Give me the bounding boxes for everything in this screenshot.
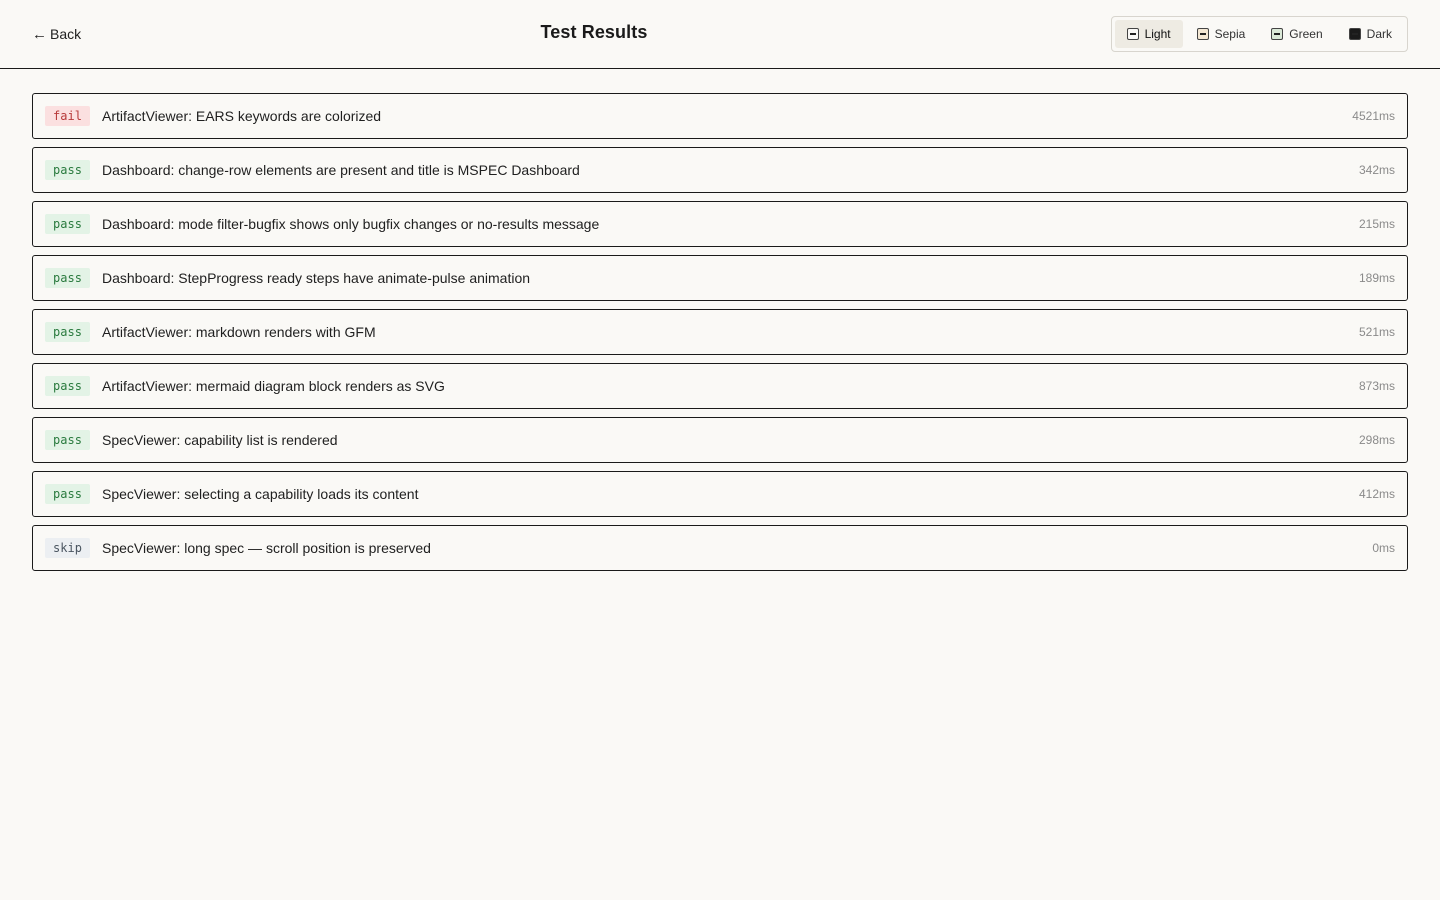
test-duration: 189ms (1358, 271, 1395, 285)
test-name: SpecViewer: capability list is rendered (102, 432, 338, 448)
test-duration: 0ms (1372, 541, 1395, 555)
test-name: SpecViewer: long spec — scroll position is preserved (102, 540, 431, 556)
test-duration: 521ms (1358, 325, 1395, 339)
status-badge: pass (45, 322, 90, 342)
result-row[interactable] (32, 309, 1408, 355)
status-badge: pass (45, 376, 90, 396)
result-row[interactable] (32, 147, 1408, 193)
test-duration: 215ms (1358, 217, 1395, 231)
status-badge: pass (45, 214, 90, 234)
back-label: Back (50, 26, 82, 42)
test-name: ArtifactViewer: EARS keywords are colorized (102, 108, 382, 124)
test-duration: 298ms (1358, 433, 1395, 447)
results-list (32, 93, 1408, 579)
test-name: Dashboard: StepProgress ready steps have animate-pulse animation (102, 270, 531, 286)
status-badge: pass (45, 268, 90, 288)
status-badge: pass (45, 484, 90, 504)
test-duration: 342ms (1358, 163, 1395, 177)
result-row[interactable] (32, 363, 1408, 409)
theme-button-light[interactable] (1115, 20, 1183, 48)
back-button[interactable] (32, 24, 81, 44)
arrow-left-icon: ← (32, 25, 47, 43)
light-swatch-icon (1127, 28, 1139, 40)
result-row[interactable] (32, 471, 1408, 517)
result-row[interactable] (32, 93, 1408, 139)
result-row[interactable] (32, 525, 1408, 571)
test-name: Dashboard: change-row elements are present and title is MSPEC Dashboard (102, 162, 580, 178)
dark-swatch-icon (1349, 28, 1361, 40)
theme-label: Light (1144, 27, 1171, 41)
theme-label: Dark (1366, 27, 1392, 41)
theme-label: Green (1289, 27, 1323, 41)
result-row[interactable] (32, 417, 1408, 463)
theme-button-sepia[interactable] (1185, 20, 1258, 48)
test-duration: 412ms (1358, 487, 1395, 501)
header-bar (0, 0, 1440, 69)
test-name: ArtifactViewer: markdown renders with GFM (102, 324, 376, 340)
test-duration: 873ms (1358, 379, 1395, 393)
test-name: ArtifactViewer: mermaid diagram block renders as SVG (102, 378, 445, 394)
sepia-swatch-icon (1197, 28, 1209, 40)
test-name: Dashboard: mode filter-bugfix shows only bugfix changes or no-results message (102, 216, 600, 232)
test-name: SpecViewer: selecting a capability loads its content (102, 486, 419, 502)
page-title: Test Results (540, 22, 648, 42)
result-row[interactable] (32, 201, 1408, 247)
theme-button-green[interactable] (1259, 20, 1334, 48)
status-badge: pass (45, 430, 90, 450)
theme-switcher (1111, 16, 1408, 52)
green-swatch-icon (1271, 28, 1283, 40)
theme-button-dark[interactable] (1337, 20, 1404, 48)
result-row[interactable] (32, 255, 1408, 301)
theme-label: Sepia (1214, 27, 1246, 41)
status-badge: pass (45, 160, 90, 180)
status-badge: fail (45, 106, 90, 126)
status-badge: skip (45, 538, 90, 558)
test-duration: 4521ms (1352, 109, 1395, 123)
